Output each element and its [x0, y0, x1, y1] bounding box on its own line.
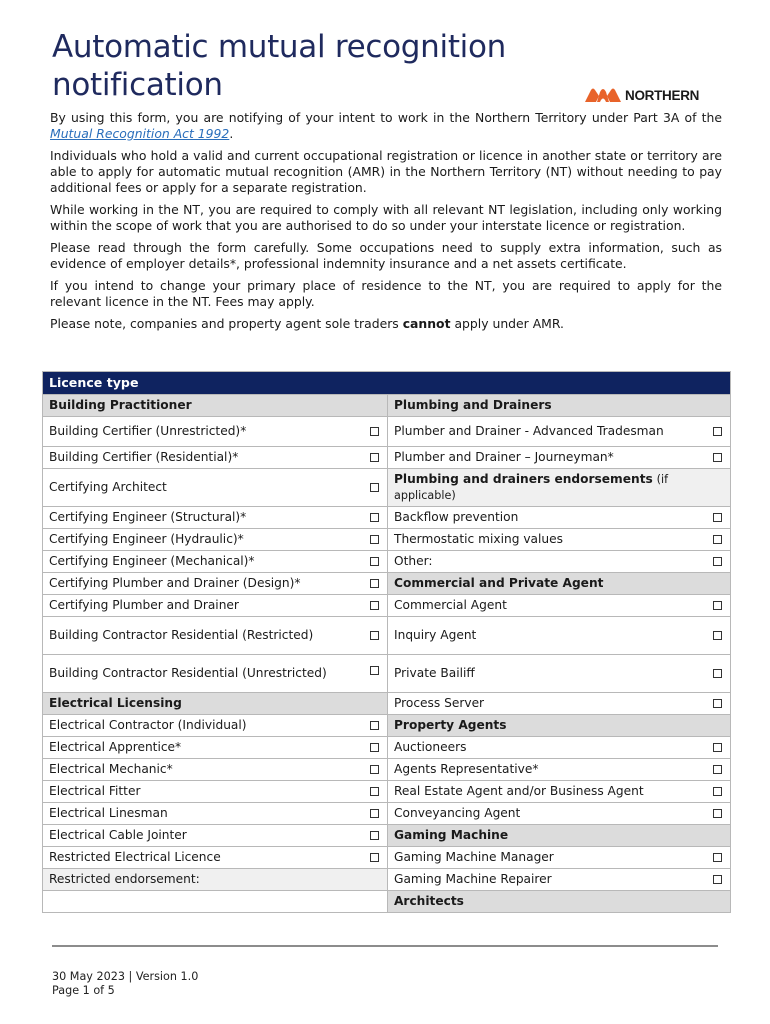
- licence-option-plumber-and-drainer-advanced-tradesman[interactable]: [388, 417, 731, 447]
- checkbox[interactable]: [713, 557, 722, 566]
- checkbox[interactable]: [713, 787, 722, 796]
- intro-text: [50, 110, 722, 339]
- licence-option-label: Auctioneers: [394, 740, 467, 755]
- checkbox[interactable]: [370, 743, 379, 752]
- section-header-commercial-and-private-agent: Commercial and Private Agent: [388, 573, 731, 595]
- licence-option-certifying-architect[interactable]: [43, 469, 388, 507]
- subsection-restricted-endorsement: Restricted endorsement:: [43, 869, 388, 891]
- checkbox[interactable]: [370, 601, 379, 610]
- licence-option-label: Other:: [394, 554, 433, 569]
- empty-cell: [43, 891, 388, 913]
- licence-option-label: Building Certifier (Residential)*: [49, 450, 239, 465]
- checkbox[interactable]: [370, 721, 379, 730]
- licence-option-label: Agents Representative*: [394, 762, 539, 777]
- checkbox[interactable]: [370, 787, 379, 796]
- licence-option-gaming-machine-repairer[interactable]: [388, 869, 731, 891]
- licence-option-label: Certifying Plumber and Drainer: [49, 598, 239, 613]
- intro-paragraph-6: Please note, companies and property agent sole traders cannot apply under AMR.: [50, 316, 564, 332]
- checkbox[interactable]: [370, 513, 379, 522]
- table-row: [43, 759, 731, 781]
- licence-option-label: Electrical Mechanic*: [49, 762, 173, 777]
- checkbox[interactable]: [713, 669, 722, 678]
- licence-option-building-contractor-residential-unrestricted[interactable]: [43, 655, 388, 693]
- licence-option-label: Commercial Agent: [394, 598, 507, 613]
- checkbox[interactable]: [370, 535, 379, 544]
- licence-option-plumber-and-drainer-journeyman[interactable]: [388, 447, 731, 469]
- table-row: [43, 573, 731, 595]
- licence-option-label: Gaming Machine Repairer: [394, 872, 552, 887]
- licence-option-label: Thermostatic mixing values: [394, 532, 563, 547]
- table-row: [43, 507, 731, 529]
- section-header-electrical-licensing: Electrical Licensing: [43, 693, 388, 715]
- licence-option-label: Plumber and Drainer – Journeyman*: [394, 450, 614, 465]
- checkbox[interactable]: [370, 765, 379, 774]
- licence-option-electrical-cable-jointer[interactable]: [43, 825, 388, 847]
- table-row: [43, 417, 731, 447]
- licence-option-label: Electrical Cable Jointer: [49, 828, 187, 843]
- licence-option-inquiry-agent[interactable]: [388, 617, 731, 655]
- table-row: [43, 847, 731, 869]
- checkbox[interactable]: [370, 579, 379, 588]
- licence-type-table: [42, 371, 731, 913]
- table-row: [43, 595, 731, 617]
- section-header-property-agents: Property Agents: [388, 715, 731, 737]
- checkbox[interactable]: [713, 513, 722, 522]
- checkbox[interactable]: [370, 631, 379, 640]
- licence-option-label: Real Estate Agent and/or Business Agent: [394, 784, 644, 799]
- licence-option-electrical-contractor-individual[interactable]: [43, 715, 388, 737]
- licence-option-building-contractor-residential-restricted[interactable]: [43, 617, 388, 655]
- licence-option-label: Gaming Machine Manager: [394, 850, 554, 865]
- table-row: [43, 447, 731, 469]
- checkbox[interactable]: [713, 853, 722, 862]
- licence-option-gaming-machine-manager[interactable]: [388, 847, 731, 869]
- intro-paragraph-4: Please read through the form carefully. Some occupations need to supply extra information, such as evidence of employer details*, professional indemnity insurance and a net assets certificate.: [50, 240, 722, 271]
- licence-option-label: Inquiry Agent: [394, 628, 477, 643]
- checkbox[interactable]: [713, 427, 722, 436]
- checkbox[interactable]: [370, 809, 379, 818]
- licence-option-agents-representative[interactable]: [388, 759, 731, 781]
- checkbox[interactable]: [713, 699, 722, 708]
- table-row: [43, 891, 731, 913]
- subsection-plumbing-and-drainers-endorsements: Plumbing and drainers endorsements (if applicable): [388, 469, 731, 507]
- footer-page-number: Page 1 of 5: [52, 984, 115, 997]
- section-header-building-practitioner: Building Practitioner: [43, 395, 388, 417]
- licence-option-thermostatic-mixing-values[interactable]: [388, 529, 731, 551]
- footer: [52, 970, 198, 998]
- licence-option-building-certifier-residential[interactable]: [43, 447, 388, 469]
- checkbox[interactable]: [713, 743, 722, 752]
- table-row: [43, 469, 731, 507]
- licence-option-process-server[interactable]: [388, 693, 731, 715]
- table-row: [43, 617, 731, 655]
- licence-option-restricted-electrical-licence[interactable]: [43, 847, 388, 869]
- licence-option-label: Conveyancing Agent: [394, 806, 521, 821]
- footer-divider: [52, 945, 718, 947]
- section-header-gaming-machine: Gaming Machine: [388, 825, 731, 847]
- checkbox[interactable]: [370, 831, 379, 840]
- page-title: [52, 28, 592, 104]
- intro-paragraph-2: Individuals who hold a valid and current occupational registration or licence in another state or territory are able to apply for automatic mutual recognition (AMR) in the Northern Territory (NT) without needing to pay additional fees or apply for a separate registration.: [50, 148, 722, 195]
- licence-option-label: Building Contractor Residential (Unrestricted): [49, 666, 327, 681]
- licence-option-label: Certifying Architect: [49, 480, 167, 495]
- licence-option-certifying-engineer-hydraulic[interactable]: [43, 529, 388, 551]
- checkbox[interactable]: [713, 631, 722, 640]
- table-row: [43, 715, 731, 737]
- licence-option-private-bailiff[interactable]: [388, 655, 731, 693]
- licence-option-label: Building Contractor Residential (Restricted): [49, 628, 314, 643]
- table-row: [43, 693, 731, 715]
- checkbox[interactable]: [713, 453, 722, 462]
- checkbox[interactable]: [713, 875, 722, 884]
- checkbox[interactable]: [713, 765, 722, 774]
- licence-option-label: Plumber and Drainer - Advanced Tradesman: [394, 424, 664, 439]
- checkbox[interactable]: [713, 535, 722, 544]
- licence-option-label: Certifying Engineer (Structural)*: [49, 510, 247, 525]
- licence-option-certifying-engineer-mechanical[interactable]: [43, 551, 388, 573]
- intro-paragraph-3: While working in the NT, you are required to comply with all relevant NT legislation, including only working within the scope of work that you are authorised to do so under your interstate licence or registration.: [50, 201, 722, 233]
- section-header-architects: Architects: [388, 891, 731, 913]
- footer-date-version: 30 May 2023 | Version 1.0: [52, 970, 199, 983]
- nt-government-logo-icon: [584, 86, 622, 104]
- licence-option-label: Electrical Contractor (Individual): [49, 718, 247, 733]
- checkbox[interactable]: [370, 666, 379, 675]
- licence-option-label: Certifying Plumber and Drainer (Design)*: [49, 576, 301, 591]
- licence-option-label: Restricted Electrical Licence: [49, 850, 221, 865]
- table-row: [43, 825, 731, 847]
- licence-option-label: Process Server: [394, 696, 485, 711]
- intro-paragraph-1: By using this form, you are notifying of your intent to work in the Northern Territory under Part 3A of the Mutual Recognition Act 1992.: [50, 110, 722, 141]
- licence-option-label: Electrical Fitter: [49, 784, 141, 799]
- nt-logo: [584, 86, 699, 104]
- licence-option-conveyancing-agent[interactable]: [388, 803, 731, 825]
- title-line-1: Automatic mutual recognition: [52, 29, 507, 65]
- table-header: Licence type: [43, 372, 731, 395]
- checkbox[interactable]: [713, 601, 722, 610]
- mutual-recognition-act-link[interactable]: Mutual Recognition Act 1992: [50, 125, 230, 141]
- licence-option-label: Certifying Engineer (Hydraulic)*: [49, 532, 244, 547]
- table-row: [43, 551, 731, 573]
- checkbox[interactable]: [370, 453, 379, 462]
- table-row: [43, 869, 731, 891]
- checkbox[interactable]: [713, 809, 722, 818]
- licence-option-label: Building Certifier (Unrestricted)*: [49, 424, 247, 439]
- intro-paragraph-5: If you intend to change your primary place of residence to the NT, you are required to apply for the relevant licence in the NT. Fees may apply.: [50, 278, 722, 309]
- section-header-plumbing-and-drainers: Plumbing and Drainers: [388, 395, 731, 417]
- table-row: [43, 395, 731, 417]
- licence-option-other[interactable]: [388, 551, 731, 573]
- licence-option-backflow-prevention[interactable]: [388, 507, 731, 529]
- checkbox[interactable]: [370, 557, 379, 566]
- licence-option-certifying-plumber-and-drainer-design[interactable]: [43, 573, 388, 595]
- checkbox[interactable]: [370, 853, 379, 862]
- licence-option-electrical-apprentice[interactable]: [43, 737, 388, 759]
- table-row: [43, 529, 731, 551]
- checkbox[interactable]: [370, 483, 379, 492]
- licence-option-electrical-fitter[interactable]: [43, 781, 388, 803]
- licence-option-label: Private Bailiff: [394, 666, 475, 681]
- licence-option-auctioneers[interactable]: [388, 737, 731, 759]
- table-row: [43, 781, 731, 803]
- licence-option-commercial-agent[interactable]: [388, 595, 731, 617]
- licence-option-electrical-linesman[interactable]: [43, 803, 388, 825]
- logo-text: NORTHERN: [625, 87, 700, 103]
- table-row: [43, 803, 731, 825]
- title-line-2: notification: [52, 67, 223, 103]
- licence-option-label: Electrical Apprentice*: [49, 740, 182, 755]
- licence-option-real-estate-agent-and-or-business-agent[interactable]: [388, 781, 731, 803]
- licence-option-certifying-plumber-and-drainer[interactable]: [43, 595, 388, 617]
- licence-option-label: Backflow prevention: [394, 510, 519, 525]
- checkbox[interactable]: [370, 427, 379, 436]
- table-row: [43, 737, 731, 759]
- table-row: [43, 655, 731, 693]
- licence-option-building-certifier-unrestricted[interactable]: [43, 417, 388, 447]
- licence-option-electrical-mechanic[interactable]: [43, 759, 388, 781]
- licence-option-label: Certifying Engineer (Mechanical)*: [49, 554, 255, 569]
- licence-option-label: Electrical Linesman: [49, 806, 168, 821]
- licence-option-certifying-engineer-structural[interactable]: [43, 507, 388, 529]
